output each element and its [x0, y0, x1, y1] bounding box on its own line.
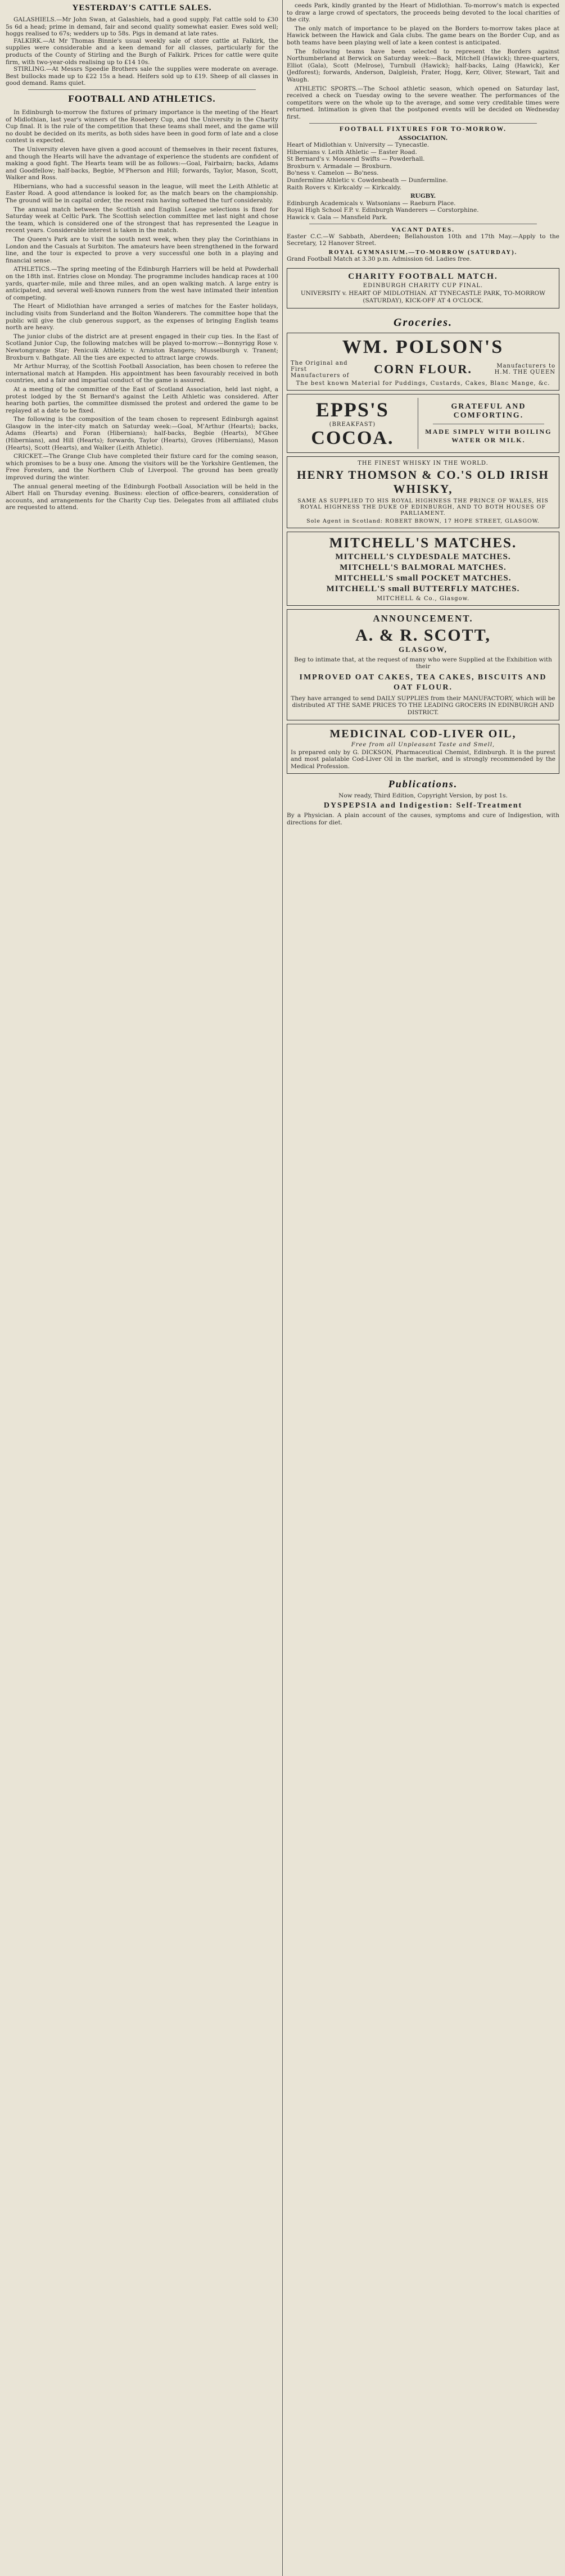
vacant-dates-text: Easter C.C.—W Sabbath, Aberdeen; Bellahouston 10th and 17th May.—Apply to the Secretary, 12 Hanover Street. [287, 233, 559, 247]
football-paragraph: The annual general meeting of the Edinburgh Football Association will be held in the Albert Hall on Thursday evening. Business: election of office-bearers, consideration of accounts, and arrangements for the Charity Cup ties. Delegates from all affiliated clubs are requested to attend. [6, 483, 278, 511]
football-paragraph: The University eleven have given a good account of themselves in their recent fixtures, and though the Hearts will have the advantage of experience the students are confident of making a good fight. The Hearts team will be as follows:—Goal, Fairbairn; backs, Adams and Goodfellow; half-backs, Begbie, M'Pherson and Hill; forwards, Taylor, Mason, Scott, Walker and Ross. [6, 146, 278, 182]
cattle-sales-heading: YESTERDAY'S CATTLE SALES. [72, 3, 212, 12]
vacant-dates-heading: VACANT DATES. [391, 226, 455, 233]
publication-line1: Now ready, Third Edition, Copyright Version, by post 1s. [338, 792, 508, 800]
scott-announcement: ANNOUNCEMENT. [373, 613, 473, 624]
rugby-subheading: RUGBY. [410, 193, 436, 200]
publication-line3: By a Physician. A plain account of the causes, symptoms and cure of Indigestion, with directions for diet. [287, 811, 559, 826]
cod-title: MEDICINAL COD-LIVER OIL, [329, 727, 517, 740]
football-paragraph: Mr Arthur Murray, of the Scottish Football Association, has been chosen to referee the international match at Hampden. His appointment has been favourably received in both countries, and a fair and impartial conduct of the game is assured. [6, 363, 278, 384]
football-paragraph: The junior clubs of the district are at present engaged in their cup ties. In the East of Scotland Junior Cup, the following matches will be played to-morrow:—Bonnyrigg Rose v. Newtongrange Star; Penicuik Athletic v. Arniston Rangers; Musselburgh v. Tranent; Broxburn v. Bathgate. All the ties are expected to attract large crowds. [6, 333, 278, 361]
cod-line2: Is prepared only by G. DICKSON, Pharmaceutical Chemist, Edinburgh. It is the purest and most palatable Cod-Liver Oil in the market, and is strongly recommended by the Medical Profession. [291, 749, 555, 770]
polson-left: The Original and First Manufacturers of [291, 360, 350, 379]
fixture-item: Dunfermline Athletic v. Cowdenbeath — Dunfermline. [287, 177, 448, 184]
whisky-line3: Sole Agent in Scotland: ROBERT BROWN, 17 HOPE STREET, GLASGOW. [306, 518, 540, 524]
epps-right [418, 402, 555, 445]
football-heading: FOOTBALL AND ATHLETICS. [68, 93, 216, 104]
scott-firm: A. & R. SCOTT, [355, 625, 491, 645]
right-column [287, 0, 559, 826]
polson-title: WM. POLSON'S [342, 336, 504, 357]
mitchell-title: MITCHELL'S MATCHES. [329, 535, 517, 551]
fixtures-subheading: ASSOCIATION. [398, 134, 448, 142]
epps-ad [287, 394, 559, 453]
gymnasium-heading: ROYAL GYMNASIUM.—TO-MORROW (SATURDAY). [328, 249, 518, 256]
cattle-paragraph: STIRLING.—At Messrs Speedie Brothers sale the supplies were moderate on average. Best bullocks made up to £22 15s a head. Heifers sold up to £19. Sheep of all classes in good demand. Rams quiet. [6, 66, 278, 87]
continued-paragraph: The only match of importance to be played on the Borders to-morrow takes place at Hawick between the Hawick and Gala clubs. The game bears on the Border Cup, and as both teams have been playing well of late a keen contest is anticipated. [287, 25, 559, 46]
fixture-item: Royal High School F.P. v. Edinburgh Wanderers — Corstorphine. [287, 207, 479, 214]
publications-heading: Publications. [388, 778, 458, 790]
fixtures-heading: FOOTBALL FIXTURES FOR TO-MORROW. [339, 125, 507, 133]
section-rule [309, 123, 537, 124]
publication-title: DYSPEPSIA and Indigestion: Self-Treatment [323, 801, 523, 810]
cod-liver-ad [287, 724, 559, 774]
continued-article [287, 2, 559, 121]
football-paragraph: ATHLETICS.—The spring meeting of the Edinburgh Harriers will be held at Powderhall on the 18th inst. Entries close on Monday. The programme includes handicap races at 100 yards, quarter-mile, mile and three miles, and an open walking match. A large entry is anticipated, and several well-known runners from the west have intimated their intention of competing. [6, 266, 278, 301]
column-divider [282, 0, 283, 2576]
continued-paragraph: The following teams have been selected to represent the Borders against Northumberland at Berwick on Saturday week:—Back, Mitchell (Hawick); three-quarters, Elliot (Gala), Scott (Melrose), Turnbull (Hawick); half-backs, Laing (Hawick), Ker (Jedforest); forwards, Anderson, Dalgleish, Frater, Hogg, Kerr, Oliver, Stewart, Tait and Waugh. [287, 48, 559, 83]
charity-ad-subtitle: EDINBURGH CHARITY CUP FINAL. [363, 283, 483, 289]
epps-tag1: GRATEFUL AND COMFORTING. [451, 402, 526, 420]
football-paragraph: CRICKET.—The Grange Club have completed their fixture card for the coming season, which promises to be a busy one. Among the visitors will be the Yorkshire Gentlemen, the Free Foresters, and the Northern Club of Liverpool. The ground has been greatly improved during the winter. [6, 453, 278, 482]
fixture-item: Hawick v. Gala — Mansfield Park. [287, 214, 388, 221]
scott-line3: They have arranged to send DAILY SUPPLIES from their MANUFACTORY, which will be distributed AT THE SAME PRICES TO THE LEADING GROCERS IN EDINBURGH AND DISTRICT. [291, 695, 555, 716]
football-paragraph: The Queen's Park are to visit the south next week, when they play the Corinthians in London and the Casuals at Surbiton. The amateurs have been strengthened in the forward line, and the tour is expected to prove a very successful one both in a playing and financial sense. [6, 236, 278, 264]
scott-products: IMPROVED OAT CAKES, TEA CAKES, BISCUITS AND OAT FLOUR. [299, 673, 547, 692]
fixture-item: Hibernians v. Leith Athletic — Easter Road. [287, 148, 417, 156]
fixture-item: Heart of Midlothian v. University — Tynecastle. [287, 142, 430, 149]
polson-product: CORN FLOUR. [374, 362, 472, 377]
scott-line1: Beg to intimate that, at the request of many who were Supplied at the Exhibition with their [294, 656, 552, 670]
football-article [6, 109, 278, 511]
whisky-line2: SAME AS SUPPLIED TO HIS ROYAL HIGHNESS THE PRINCE OF WALES, HIS ROYAL HIGHNESS THE DUKE OF EDINBURGH, AND TO BOTH HOUSES OF PARLIAMENT. [297, 497, 549, 516]
cod-line1: Free from all Unpleasant Taste and Smell, [351, 741, 495, 748]
fixture-item: Broxburn v. Armadale — Broxburn. [287, 162, 392, 170]
cattle-paragraph: FALKIRK.—At Mr Thomas Binnie's usual weekly sale of store cattle at Falkirk, the supplies were considerable and a keen demand for all classes, particularly for the products of the County of Stirling and the Burgh of Falkirk. Prices for cattle were quite firm, with two-year-olds realising up to £14 10s. [6, 37, 278, 66]
mitchell-line: MITCHELL'S CLYDESDALE MATCHES. [335, 552, 511, 561]
mitchell-ad [287, 532, 559, 606]
charity-match-ad [287, 268, 559, 308]
polson-tagline: The best known Material for Puddings, Custards, Cakes, Blanc Mange, &c. [296, 380, 550, 387]
epps-tag2: MADE SIMPLY WITH BOILING WATER OR MILK. [425, 427, 552, 444]
polson-row [291, 360, 555, 379]
polson-right: Manufacturers to H.M. THE QUEEN [494, 363, 555, 376]
epps-sub: (BREAKFAST) [329, 421, 376, 428]
football-paragraph: The following is the composition of the team chosen to represent Edinburgh against Glasgow in the inter-city match on Saturday week:—Goal, M'Arthur (Hearts); backs, Adams (Hearts) and Foran (Hibernians); half-backs, Begbie (Hearts), M'Ghee (Hibernians), and Hill (Hearts); forwards, Taylor (Hearts), Groves (Hibernians), Mason (Hearts), Scott (Hearts), and Walker (Leith Athletic). [6, 416, 278, 451]
groceries-heading: Groceries. [394, 316, 453, 329]
football-paragraph: The annual match between the Scottish and English League selections is fixed for Saturday week at Celtic Park. The Scottish selection committee met last night and chose the team, which is considered one of the strongest that has represented the League in recent years. Considerable interest is taken in the match. [6, 206, 278, 234]
left-column [6, 0, 278, 513]
scott-ad [287, 609, 559, 720]
fixtures-list [287, 135, 559, 221]
fixture-item: St Bernard's v. Mossend Swifts — Powderhall. [287, 156, 425, 163]
section-rule [28, 89, 256, 90]
football-paragraph: The Heart of Midlothian have arranged a series of matches for the Easter holidays, including visits from Sunderland and the Bolton Wanderers. The committee hope that the public will give the club generous support, as the expenses of bringing English teams north are heavy. [6, 303, 278, 332]
gymnasium-text: Grand Football Match at 3.30 p.m. Admission 6d. Ladies free. [287, 255, 472, 262]
fixture-item: Edinburgh Academicals v. Watsonians — Raeburn Place. [287, 199, 456, 207]
mitchell-lines [291, 552, 555, 594]
epps-title: EPPS'S [315, 398, 389, 421]
fixture-item: Bo'ness v. Camelon — Bo'ness. [287, 170, 379, 177]
polson-ad [287, 333, 559, 391]
whisky-line1: THE FINEST WHISKY IN THE WORLD. [358, 460, 489, 466]
mitchell-foot: MITCHELL & Co., Glasgow. [376, 595, 470, 602]
fixture-item: Raith Rovers v. Kirkcaldy — Kirkcaldy. [287, 184, 402, 191]
cattle-sales-text [6, 16, 278, 87]
football-paragraph: Hibernians, who had a successful season in the league, will meet the Leith Athletic at Easter Road. A good attendance is looked for, as the match bears on the championship. The ground will be in capital order, the recent rain having softened the turf considerably. [6, 183, 278, 205]
rugby-fixtures [287, 200, 559, 221]
continued-paragraph: ATHLETIC SPORTS.—The School athletic season, which opened on Saturday last, received a check on Tuesday owing to the severe weather. The performances of the competitors were on the whole up to the average, and some very creditable times were returned. Intimation is given that the postponed events will be decided on Wednesday first. [287, 85, 559, 120]
epps-cocoa: COCOA. [311, 427, 394, 448]
continued-paragraph: ceeds Park, kindly granted by the Heart of Midlothian. To-morrow's match is expected to draw a large crowd of spectators, the proceeds being devoted to the local charities of the city. [287, 2, 559, 24]
charity-ad-title: CHARITY FOOTBALL MATCH. [348, 272, 498, 282]
whisky-title: HENRY THOMSON & CO.'S OLD IRISH WHISKY, [297, 468, 549, 496]
mitchell-line: MITCHELL'S small POCKET MATCHES. [335, 573, 512, 583]
mitchell-line: MITCHELL'S small BUTTERFLY MATCHES. [326, 584, 520, 593]
mitchell-line: MITCHELL'S BALMORAL MATCHES. [340, 563, 507, 572]
charity-ad-body: UNIVERSITY v. HEART OF MIDLOTHIAN. AT TYNECASTLE PARK, TO-MORROW (SATURDAY), KICK-OFF AT 4 O'CLOCK. [300, 290, 546, 304]
association-fixtures [287, 142, 559, 191]
football-paragraph: In Edinburgh to-morrow the fixtures of primary importance is the meeting of the Heart of Midlothian, last year's winners of the Rosebery Cup, and the University in the Charity Cup final. It is the rule of the competition that these teams shall meet, and the game will no doubt be decided on its merits, as both sides have been in good form of late and a close contest is expected. [6, 108, 278, 144]
whisky-ad [287, 456, 559, 528]
scott-city: GLASGOW, [399, 645, 448, 654]
football-paragraph: At a meeting of the committee of the East of Scotland Association, held last night, a protest lodged by the St Bernard's against the Leith Athletic was considered. After hearing both parties, the committee dismissed the protest and ordered the game to be replayed at a date to be fixed. [6, 386, 278, 414]
epps-left [291, 398, 418, 449]
cattle-paragraph: GALASHIELS.—Mr John Swan, at Galashiels, had a good supply. Fat cattle sold to £30 5s 6d a head; prime in demand, fair and second quality somewhat easier. Ewes sold well; hoggs realised to 67s; wedders up to 58s. Pigs in demand at late rates. [6, 16, 278, 38]
